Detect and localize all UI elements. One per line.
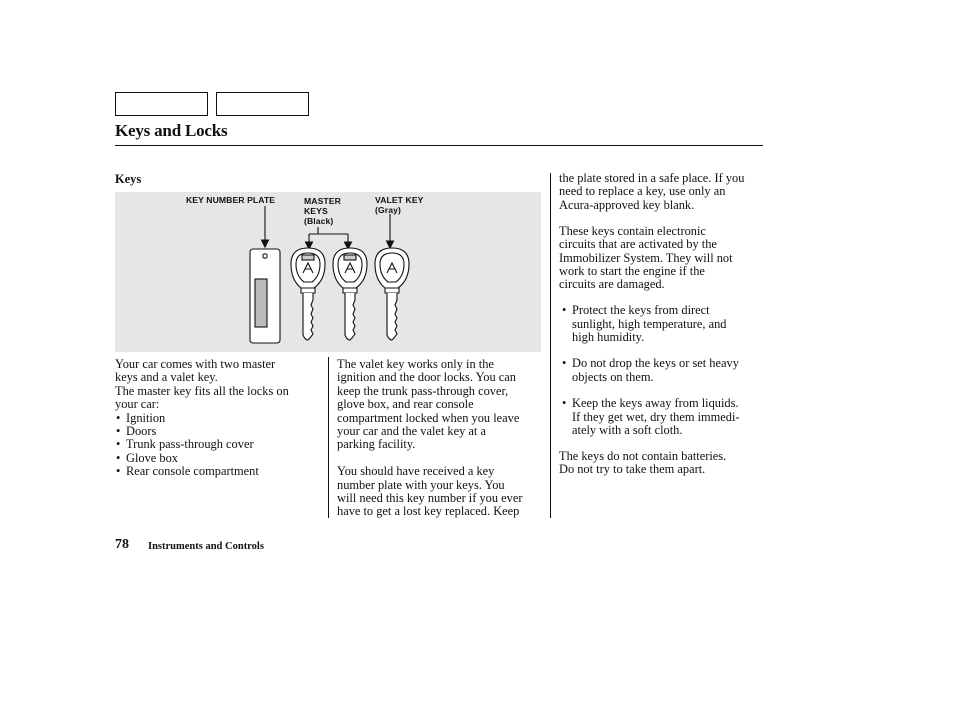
key-number-plate-icon — [250, 249, 280, 343]
master-key-icon — [291, 248, 325, 340]
col2-para-2: You should have received a key number plate with your keys. You will need this key number if you ever have to get a lost key replaced. Keep — [337, 464, 523, 519]
col2-para-1: The valet key works only in the ignition and the door locks. You can keep the trunk pass-through cover, glove box, and rear console compartment locked when you leave your car and the valet key at a parking facility. — [337, 357, 520, 452]
keys-drawing — [115, 192, 541, 352]
column-divider-left — [328, 357, 329, 518]
column-1 — [115, 358, 325, 479]
title-rule — [115, 145, 763, 146]
page-number: 78 — [115, 537, 129, 552]
list-item: • Doors — [115, 425, 325, 438]
valet-key-icon — [375, 248, 409, 340]
page-title: Keys and Locks — [115, 121, 228, 140]
column-divider-right — [550, 173, 551, 518]
label-master-keys: MASTER KEYS (Black) — [304, 196, 341, 226]
label-valet-key: VALET KEY (Gray) — [375, 195, 424, 215]
list-item: • Protect the keys from direct sunlight, high temperature, and high humidity. — [561, 304, 764, 344]
master-key-icon — [333, 248, 367, 340]
care-list — [559, 304, 764, 437]
col1-intro: Your car comes with two master keys and a valet key. The master key fits all the locks on your car: — [115, 357, 289, 412]
col3-para-2: These keys contain electronic circuits that are activated by the Immobilizer System. They will not work to start the engine if the circuits are damaged. — [559, 223, 733, 292]
list-item: • Keep the keys away from liquids. If they get wet, dry them immedi- ately with a soft cloth. — [561, 397, 764, 437]
keys-illustration — [115, 192, 541, 352]
lock-list — [115, 412, 325, 479]
section-name: Instruments and Controls — [148, 541, 264, 552]
list-item: • Ignition — [115, 412, 325, 425]
label-key-number-plate: KEY NUMBER PLATE — [186, 195, 276, 205]
list-item: • Rear console compartment — [115, 465, 325, 478]
list-item: • Do not drop the keys or set heavy objects on them. — [561, 357, 764, 384]
list-item: • Trunk pass-through cover — [115, 438, 325, 451]
col3-para-3: The keys do not contain batteries. Do not try to take them apart. — [559, 449, 727, 477]
col3-para-1: the plate stored in a safe place. If you need to replace a key, use only an Acura-approved key blank. — [559, 171, 745, 212]
column-2 — [337, 358, 547, 519]
header-tab-box-2 — [216, 92, 309, 116]
list-item: • Glove box — [115, 452, 325, 465]
header-tab-box-1 — [115, 92, 208, 116]
column-3 — [559, 172, 764, 477]
section-heading: Keys — [115, 172, 142, 186]
